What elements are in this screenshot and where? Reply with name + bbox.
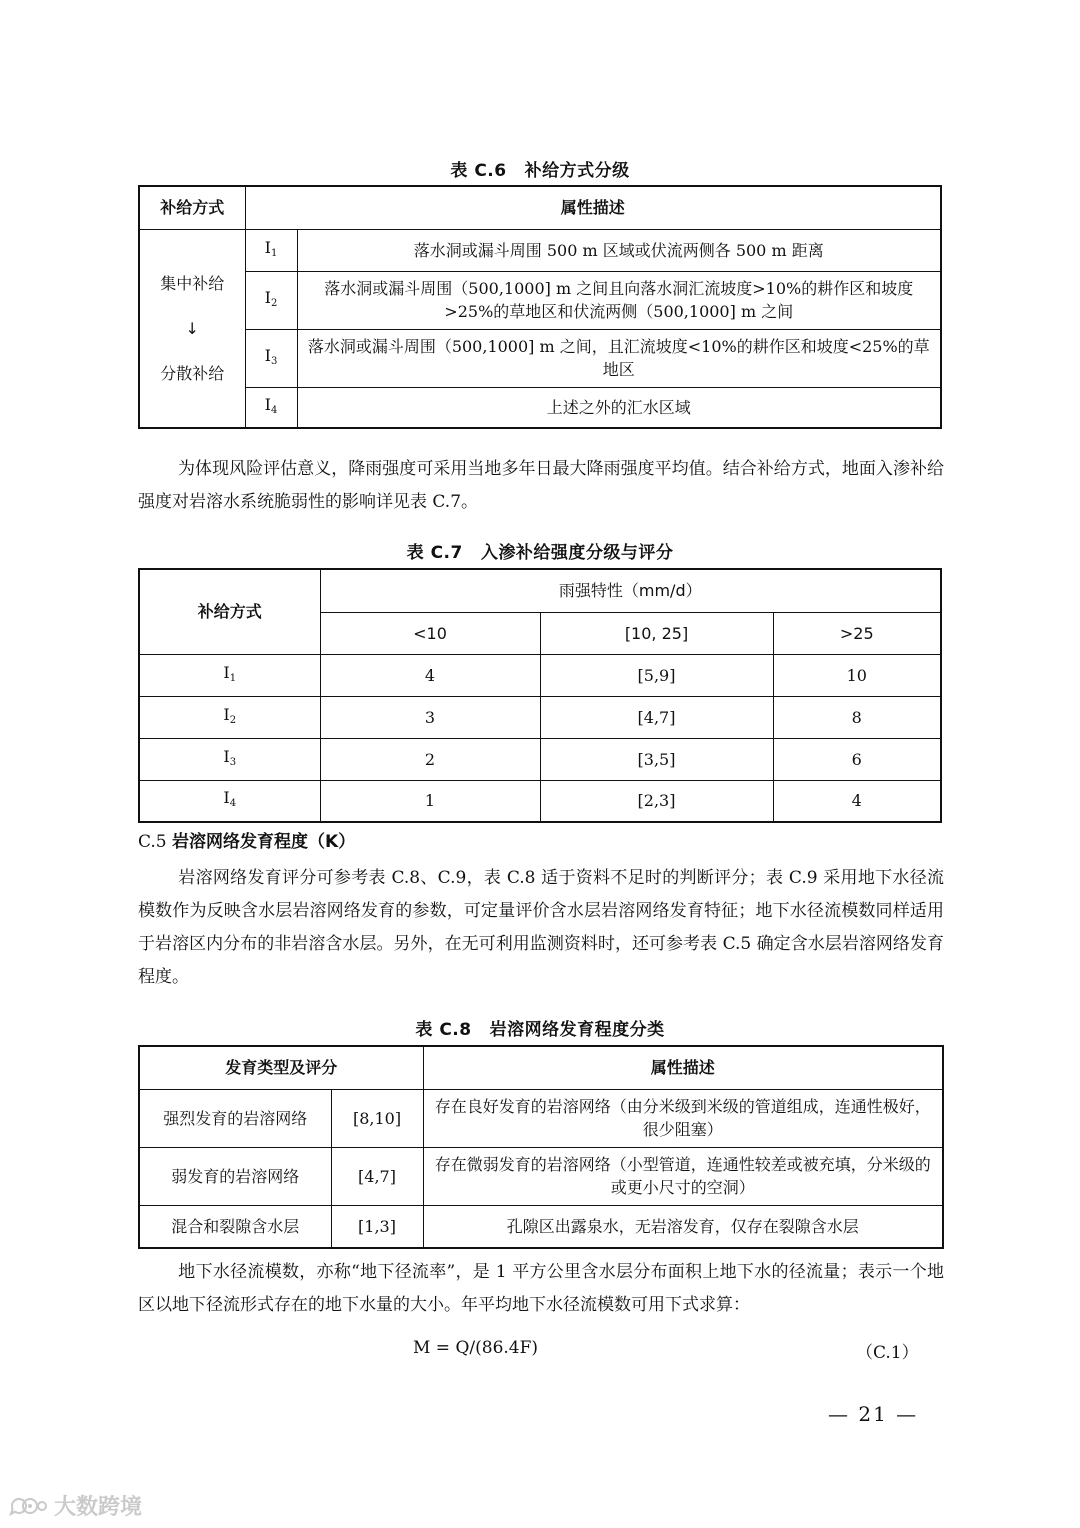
table-c8-caption xyxy=(0,1015,1080,1040)
table-c8-header-description: 属性描述 xyxy=(423,1046,943,1089)
watermark-text: 大数跨境 xyxy=(54,1495,143,1520)
section-c5-number: C.5 xyxy=(138,832,167,852)
down-arrow-icon: ↓ xyxy=(185,318,199,338)
score-cell: 1 xyxy=(320,780,540,822)
table-row xyxy=(139,1147,943,1205)
table-c6-caption xyxy=(0,156,1080,181)
table-c7 xyxy=(138,568,942,823)
level-cell: $I_4$ xyxy=(139,780,320,822)
table-row xyxy=(139,329,941,387)
watermark xyxy=(8,1490,142,1521)
table-c6-header-mode: 补给方式 xyxy=(139,186,245,229)
score-cell: 2 xyxy=(320,738,540,780)
table-row xyxy=(139,229,941,271)
score-cell: 3 xyxy=(320,696,540,738)
group-label-top: 集中补给 xyxy=(160,273,225,293)
score-cell: 6 xyxy=(773,738,941,780)
table-c6-group-cell xyxy=(139,229,245,428)
table-c7-subheader: [10, 25] xyxy=(540,612,773,654)
score-cell: 4 xyxy=(320,654,540,696)
level-cell: $I_4$ xyxy=(245,387,297,428)
table-c8 xyxy=(138,1045,944,1249)
table-row xyxy=(139,654,941,696)
score-cell: 8 xyxy=(773,696,941,738)
section-c5-title: 岩溶网络发育程度（K） xyxy=(172,832,356,852)
score-cell: 4 xyxy=(773,780,941,822)
table-c6-caption-number: 表 C.6 xyxy=(450,161,507,181)
score-cell: [4,7] xyxy=(540,696,773,738)
table-row xyxy=(139,387,941,428)
level-cell: $I_3$ xyxy=(245,329,297,387)
table-c6-caption-title: 补给方式分级 xyxy=(524,161,630,181)
level-cell: $I_1$ xyxy=(139,654,320,696)
description-cell: 上述之外的汇水区域 xyxy=(297,387,941,428)
level-cell: $I_3$ xyxy=(139,738,320,780)
type-cell: 混合和裂隙含水层 xyxy=(139,1205,331,1248)
table-row xyxy=(139,271,941,329)
type-cell: 弱发育的岩溶网络 xyxy=(139,1147,331,1205)
score-cell: [1,3] xyxy=(331,1205,423,1248)
level-cell: $I_1$ xyxy=(245,229,297,271)
description-cell: 存在微弱发育的岩溶网络（小型管道，连通性较差或被充填，分米级的或更小尺寸的空洞） xyxy=(423,1147,943,1205)
section-c5-heading xyxy=(138,829,355,855)
description-cell: 落水洞或漏斗周围 500 m 区域或伏流两侧各 500 m 距离 xyxy=(297,229,941,271)
type-cell: 强烈发育的岩溶网络 xyxy=(139,1089,331,1147)
paragraph-runoff-modulus: 地下水径流模数，亦称“地下径流率”，是 1 平方公里含水层分布面积上地下水的径流量；表示一个地区以地下径流形式存在的地下水量的大小。年平均地下水径流模数可用下式求算： xyxy=(138,1262,944,1315)
score-cell: [3,5] xyxy=(540,738,773,780)
table-c7-caption xyxy=(0,538,1080,563)
table-c6-header-description: 属性描述 xyxy=(245,186,941,229)
table-row xyxy=(139,1205,943,1248)
table-c7-header-rainfall: 雨强特性（mm/d） xyxy=(320,569,941,612)
table-row xyxy=(139,738,941,780)
table-c8-header-type: 发育类型及评分 xyxy=(139,1046,423,1089)
table-c8-caption-title: 岩溶网络发育程度分类 xyxy=(489,1020,665,1040)
score-cell: [8,10] xyxy=(331,1089,423,1147)
page-number: — 21 — xyxy=(828,1402,919,1426)
description-cell: 孔隙区出露泉水，无岩溶发育，仅存在裂隙含水层 xyxy=(423,1205,943,1248)
table-row xyxy=(139,696,941,738)
table-c8-caption-number: 表 C.8 xyxy=(415,1020,472,1040)
table-row xyxy=(139,1089,943,1147)
paragraph-rainfall: 为体现风险评估意义，降雨强度可采用当地多年日最大降雨强度平均值。结合补给方式，地面入渗补给强度对岩溶水系统脆弱性的影响详见表 C.7。 xyxy=(138,459,944,512)
score-cell: [4,7] xyxy=(331,1147,423,1205)
table-c7-caption-number: 表 C.7 xyxy=(406,543,463,563)
formula-number: （C.1） xyxy=(856,1343,919,1363)
table-c7-subheader: >25 xyxy=(773,612,941,654)
table-c7-header-mode: 补给方式 xyxy=(139,569,320,654)
description-cell: 落水洞或漏斗周围（500,1000] m 之间，且汇流坡度<10%的耕作区和坡度<25%的草地区 xyxy=(297,329,941,387)
description-cell: 存在良好发育的岩溶网络（由分米级到米级的管道组成，连通性极好，很少阻塞） xyxy=(423,1089,943,1147)
paragraph-karst-network: 岩溶网络发育评分可参考表 C.8、C.9，表 C.8 适于资料不足时的判断评分；表 C.9 采用地下水径流模数作为反映含水层岩溶网络发育的参数，可定量评价含水层岩溶网络发育特征；地下水径流模数同样适用于岩溶区内分布的非岩溶含水层。另外，在无可利用监测资料时，还可参考表 C.5 确定含水层岩溶网络发育程度。 xyxy=(138,868,944,987)
table-c6 xyxy=(138,185,942,429)
chat-bubble-logo-icon xyxy=(8,1495,48,1517)
score-cell: [2,3] xyxy=(540,780,773,822)
table-c7-subheader: <10 xyxy=(320,612,540,654)
table-c7-caption-title: 入渗补给强度分级与评分 xyxy=(480,543,674,563)
formula-expression: M = Q/(86.4F) xyxy=(413,1338,539,1358)
table-row xyxy=(139,780,941,822)
score-cell: [5,9] xyxy=(540,654,773,696)
level-cell: $I_2$ xyxy=(139,696,320,738)
score-cell: 10 xyxy=(773,654,941,696)
group-label-bottom: 分散补给 xyxy=(160,363,225,383)
level-cell: $I_2$ xyxy=(245,271,297,329)
description-cell: 落水洞或漏斗周围（500,1000] m 之间且向落水洞汇流坡度>10%的耕作区和坡度>25%的草地区和伏流两侧（500,1000] m 之间 xyxy=(297,271,941,329)
